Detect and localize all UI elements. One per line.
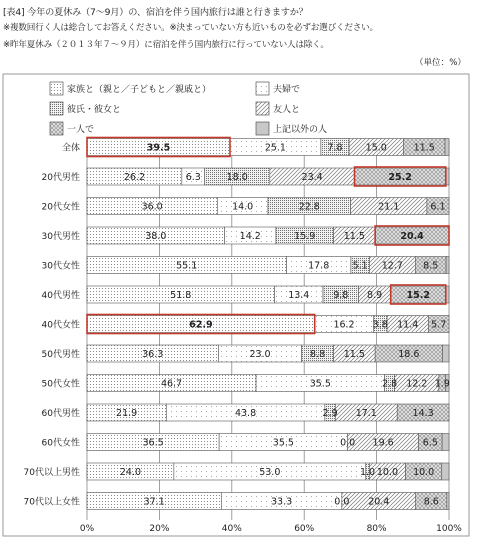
data-label: 13.4 <box>288 290 310 301</box>
data-label: 10.0 <box>376 467 399 478</box>
category-label: 40代男性 <box>41 291 80 301</box>
legend-label: 夫婦で <box>273 85 301 95</box>
data-label: 8.5 <box>423 260 439 272</box>
data-label: 20.4 <box>368 496 390 508</box>
bar-segment <box>447 493 449 510</box>
x-tick-label: 40% <box>221 524 242 534</box>
data-label: 0.0 <box>334 496 350 508</box>
legend-swatch <box>256 82 269 95</box>
data-label: 12.7 <box>381 260 403 272</box>
data-label: 11.5 <box>343 349 365 360</box>
data-label: 15.2 <box>406 290 430 301</box>
legend-swatch <box>50 82 63 95</box>
data-label: 10.0 <box>413 467 435 478</box>
data-label: 17.1 <box>355 408 377 419</box>
data-label: 8.8 <box>310 349 326 360</box>
data-label: 19.6 <box>372 437 394 449</box>
data-label: 38.0 <box>145 231 167 242</box>
data-label: 8.9 <box>367 290 383 301</box>
category-label: 20代女性 <box>41 202 80 213</box>
category-label: 全体 <box>61 143 80 154</box>
category-label: 50代女性 <box>41 379 80 390</box>
data-label: 11.5 <box>343 231 365 242</box>
chart-title: [表4] 今年の夏休み（7～9月）の、宿泊を伴う国内旅行は誰と行きますか？ <box>3 7 308 18</box>
data-label: 6.5 <box>422 437 438 449</box>
data-label: 15.0 <box>365 142 387 154</box>
data-label: 33.3 <box>270 496 293 508</box>
x-tick-label: 60% <box>294 524 315 534</box>
data-label: 46.7 <box>160 378 183 390</box>
data-label: 11.4 <box>397 319 419 331</box>
data-label: 6.3 <box>185 172 201 183</box>
legend <box>50 82 327 135</box>
note-multiple-trips: ※複数回行く人は総合してお答えください。※決まっていない方も近いものを必ずお選びください。 <box>3 23 378 33</box>
legend-label: 家族と（親と／子どもと／親戚と） <box>67 85 212 95</box>
legend-swatch <box>50 102 63 115</box>
legend-swatch <box>50 122 63 135</box>
data-label: 11.5 <box>413 142 435 154</box>
legend-swatch <box>256 102 269 115</box>
data-label: 1.0 <box>359 467 376 478</box>
category-label: 70代以上女性 <box>23 497 80 508</box>
data-label: 20.4 <box>400 231 424 242</box>
data-label: 62.9 <box>189 319 213 331</box>
legend-label: 彼氏・彼女と <box>67 105 122 115</box>
data-label: 37.1 <box>143 496 165 508</box>
data-label: 21.9 <box>116 408 138 419</box>
data-label: 0.0 <box>340 437 356 449</box>
bar-segment <box>442 434 449 451</box>
bar-segment <box>442 345 449 362</box>
data-label: 22.8 <box>298 201 320 213</box>
data-label: 39.5 <box>146 142 171 154</box>
category-label: 50代男性 <box>41 350 80 360</box>
data-label: 14.0 <box>232 201 254 213</box>
data-label: 2.9 <box>322 408 338 419</box>
unit-label: （単位：%） <box>414 58 466 68</box>
data-label: 14.2 <box>239 231 261 242</box>
legend-label: 一人で <box>67 125 95 135</box>
bar-segment <box>442 463 449 480</box>
data-label: 2.8 <box>382 378 398 390</box>
x-axis-ticks <box>80 524 462 534</box>
data-label: 17.8 <box>308 260 330 272</box>
data-label: 15.9 <box>294 231 316 242</box>
x-tick-label: 0% <box>79 524 95 534</box>
data-label: 36.5 <box>142 437 164 449</box>
data-label: 25.1 <box>264 142 286 154</box>
data-label: 35.5 <box>272 437 294 449</box>
data-label: 1.9 <box>434 378 450 390</box>
category-label: 40代女性 <box>41 320 80 331</box>
data-label: 43.8 <box>234 408 257 419</box>
data-label: 35.5 <box>309 378 331 390</box>
x-tick-label: 100% <box>436 524 462 534</box>
data-label: 3.8 <box>372 319 388 331</box>
data-label: 5.1 <box>352 260 368 272</box>
legend-label: 友人と <box>273 105 301 115</box>
category-label: 20代男性 <box>41 173 80 183</box>
data-label: 14.3 <box>412 408 434 419</box>
data-label: 7.8 <box>327 142 343 154</box>
data-label: 18.0 <box>226 172 248 183</box>
data-label: 24.0 <box>119 467 142 478</box>
x-tick-label: 80% <box>366 524 387 534</box>
data-label: 18.6 <box>398 349 420 360</box>
category-label: 30代女性 <box>41 261 80 272</box>
data-label: 16.2 <box>333 319 355 331</box>
category-label: 30代男性 <box>41 232 80 242</box>
data-label: 25.2 <box>388 172 412 183</box>
data-label: 36.3 <box>142 349 164 360</box>
legend-label: 上記以外の人 <box>273 125 328 135</box>
data-label: 6.1 <box>430 201 446 213</box>
category-label: 70代以上男性 <box>23 468 80 478</box>
note-exclusion: ※昨年夏休み（２０１３年７～９月）に宿泊を伴う国内旅行に行っていない人は除く。 <box>3 40 329 50</box>
category-label: 60代男性 <box>41 409 80 419</box>
data-label: 21.1 <box>378 201 400 213</box>
category-label: 60代女性 <box>41 438 80 449</box>
bar-series <box>87 139 449 510</box>
legend-swatch <box>256 122 269 135</box>
data-label: 36.0 <box>141 201 163 213</box>
bar-segment <box>446 257 449 274</box>
data-label: 53.0 <box>259 467 281 478</box>
data-label: 26.2 <box>123 172 146 183</box>
category-labels <box>24 142 80 508</box>
data-label: 51.8 <box>170 290 192 301</box>
bar-segment <box>445 139 449 156</box>
data-label: 12.2 <box>406 378 428 390</box>
data-label: 55.1 <box>176 260 198 272</box>
data-label: 23.4 <box>301 172 323 183</box>
data-label: 9.8 <box>333 290 349 301</box>
x-tick-label: 20% <box>149 524 170 534</box>
data-label: 5.7 <box>431 319 447 331</box>
data-label: 8.6 <box>423 496 439 508</box>
data-label: 23.0 <box>249 349 271 360</box>
